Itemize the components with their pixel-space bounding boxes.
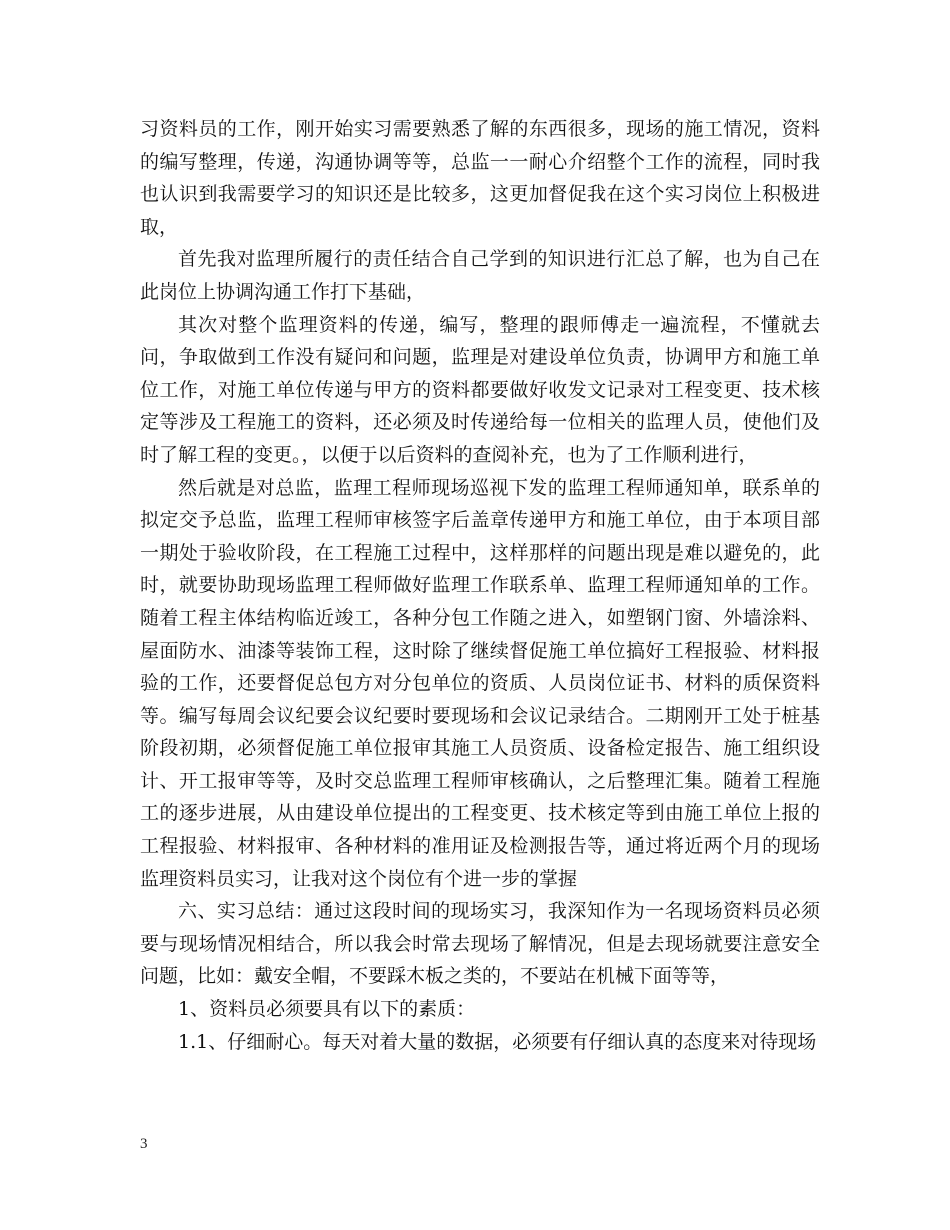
paragraph: 六、实习总结：通过这段时间的现场实习，我深知作为一名现场资料员必须要与现场情况相结合，所以我会时常去现场了解情况，但是去现场就要注意安全问题，比如：戴安全帽，不要踩木板之类的，不要站在机械下面等等， bbox=[140, 900, 820, 988]
page-number: 3 bbox=[140, 1136, 148, 1152]
paragraph: 习资料员的工作，刚开始实习需要熟悉了解的东西很多，现场的施工情况，资料的编写整理，传递，沟通协调等等，总监一一耐心介绍整个工作的流程，同时我也认识到我需要学习的知识还是比较多，这更加督促我在这个实习岗位上积极进取， bbox=[140, 118, 820, 238]
paragraph: 首先我对监理所履行的责任结合自己学到的知识进行汇总了解，也为自己在此岗位上协调沟通工作打下基础， bbox=[140, 248, 820, 303]
paragraph: 1、资料员必须要具有以下的素质： bbox=[178, 998, 476, 1021]
paragraph: 1.1、仔细耐心。每天对着大量的数据，必须要有仔细认真的态度来对待现场 bbox=[178, 1030, 817, 1053]
document-body bbox=[140, 113, 820, 1058]
paragraph: 其次对整个监理资料的传递，编写，整理的跟师傅走一遍流程，不懂就去问，争取做到工作没有疑问和问题，监理是对建设单位负责，协调甲方和施工单位工作，对施工单位传递与甲方的资料都要做好收发文记录对工程变更、技术核定等涉及工程施工的资料，还必须及时传递给每一位相关的监理人员，使他们及时了解工程的变更。，以便于以后资料的查阅补充，也为了工作顺利进行， bbox=[140, 313, 820, 466]
paragraph: 然后就是对总监，监理工程师现场巡视下发的监理工程师通知单，联系单的拟定交予总监，监理工程师审核签字后盖章传递甲方和施工单位，由于本项目部一期处于验收阶段，在工程施工过程中，这样那样的问题出现是难以避免的，此时，就要协助现场监理工程师做好监理工作联系单、监理工程师通知单的工作。随着工程主体结构临近竣工，各种分包工作随之进入，如塑钢门窗、外墙涂料、屋面防水、油漆等装饰工程，这时除了继续督促施工单位搞好工程报验、材料报验的工作，还要督促总包方对分包单位的资质、人员岗位证书、材料的质保资料等。编写每周会议纪要会议纪要时要现场和会议记录结合。二期刚开工处于桩基阶段初期，必须督促施工单位报审其施工人员资质、设备检定报告、施工组织设计、开工报审等等，及时交总监理工程师审核确认，之后整理汇集。随着工程施工的逐步进展，从由建设单位提出的工程变更、技术核定等到由施工单位上报的工程报验、材料报审、各种材料的准用证及检测报告等，通过将近两个月的现场监理资料员实习，让我对这个岗位有个进一步的掌握 bbox=[140, 476, 820, 890]
